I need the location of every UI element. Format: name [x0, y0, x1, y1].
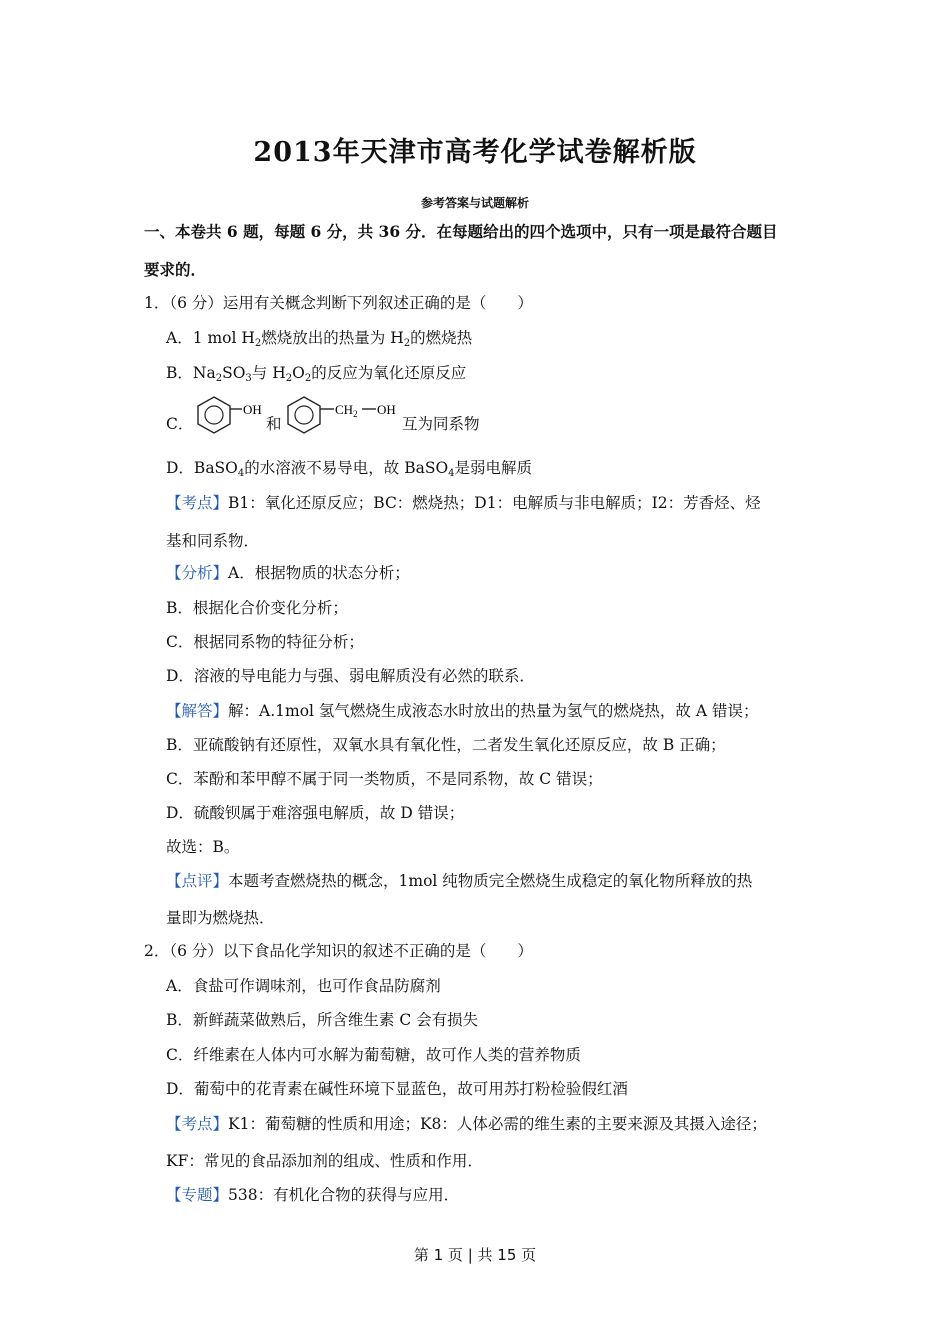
- kaodian-tag: 【考点】: [166, 1115, 229, 1133]
- q1-option-b: B．$Na_2SO_3$与 $H_2O_2$的反应为氧化还原反应: [166, 364, 467, 384]
- option-c-and: 和: [266, 415, 282, 433]
- q1-stem: 1．（6 分）运用有关概念判断下列叙述正确的是（ ）: [144, 294, 533, 312]
- page-title: 2013年天津市高考化学试卷解析版: [253, 137, 697, 168]
- alcohol-oh-text: OH: [377, 402, 396, 417]
- section-heading-line1: 一、本卷共 6 题，每题 6 分，共 36 分．在每题给出的四个选项中，只有一项是最符合题目: [144, 222, 778, 241]
- fenxi-tag: 【分析】: [166, 564, 229, 582]
- option-c-label: C．: [166, 415, 194, 433]
- q2-option-c: C．纤维素在人体内可水解为葡萄糖，故可作人类的营养物质: [166, 1046, 581, 1064]
- q1-fenxi-b: B．根据化合价变化分析；: [166, 599, 348, 617]
- q2-kaodian-cont: KF：常见的食品添加剂的组成、性质和作用．: [166, 1152, 483, 1170]
- q1-fenxi-d: D．溶液的导电能力与强、弱电解质没有必然的联系．: [166, 667, 535, 685]
- option-c-tail: 互为同系物: [402, 415, 480, 433]
- q1-jieda: 【解答】解：A.1mol 氢气燃烧生成液态水时放出的热量为氢气的燃烧热，故 A 错误；: [166, 702, 759, 720]
- q1-jieda-c: C．苯酚和苯甲醇不属于同一类物质，不是同系物，故 C 错误；: [166, 770, 603, 788]
- q2-option-b: B．新鲜蔬菜做熟后，所含维生素 C 会有损失: [166, 1011, 479, 1029]
- q2-stem: 2．（6 分）以下食品化学知识的叙述不正确的是（ ）: [144, 942, 533, 960]
- q1-dianping: 【点评】本题考查燃烧热的概念，1mol 纯物质完全燃烧生成稳定的氧化物所释放的热: [166, 872, 753, 890]
- page-footer: 第 1 页 | 共 15 页: [413, 1246, 537, 1264]
- q1-option-a: A．1 mol $H_2$燃烧放出的热量为 $H_2$的燃烧热: [166, 329, 473, 349]
- q2-option-a: A．食盐可作调味剂，也可作食品防腐剂: [166, 977, 441, 995]
- dianping-tag: 【点评】: [166, 872, 229, 890]
- phenol-oh-text: OH: [243, 402, 262, 417]
- section-heading-line2: 要求的．: [144, 260, 207, 279]
- q1-jieda-d: D．硫酸钡属于难溶强电解质，故 D 错误；: [166, 804, 465, 822]
- kaodian-tag: 【考点】: [166, 494, 229, 512]
- q1-option-d: D．BaSO$_4$的水溶液不易导电，故 BaSO$_4$是弱电解质: [166, 459, 533, 479]
- q2-zhuanti: 【专题】538：有机化合物的获得与应用．: [166, 1186, 460, 1204]
- q1-fenxi: 【分析】A．根据物质的状态分析；: [166, 564, 410, 582]
- benzyl-alcohol-structure-icon: [282, 396, 402, 434]
- q2-option-d: D．葡萄中的花青素在碱性环境下显蓝色，故可用苏打粉检验假红酒: [166, 1080, 628, 1098]
- ch2-text: $CH_2$: [335, 402, 358, 419]
- page-subtitle: 参考答案与试题解析: [420, 196, 529, 210]
- q2-kaodian: 【考点】K1：葡萄糖的性质和用途；K8：人体必需的维生素的主要来源及其摄入途径；: [166, 1115, 767, 1133]
- q1-answer: 故选：B。: [166, 838, 240, 856]
- zhuanti-tag: 【专题】: [166, 1186, 229, 1204]
- jieda-tag: 【解答】: [166, 702, 229, 720]
- q1-fenxi-c: C．根据同系物的特征分析；: [166, 633, 364, 651]
- q1-kaodian: 【考点】B1：氧化还原反应；BC：燃烧热；D1：电解质与非电解质；I2：芳香烃、烃: [166, 494, 761, 512]
- q1-dianping-cont: 量即为燃烧热．: [166, 909, 275, 927]
- q1-jieda-b: B．亚硫酸钠有还原性，双氧水具有氧化性，二者发生氧化还原反应，故 B 正确；: [166, 736, 726, 754]
- q1-kaodian-cont: 基和同系物．: [166, 532, 260, 550]
- phenol-structure-icon: [192, 396, 272, 434]
